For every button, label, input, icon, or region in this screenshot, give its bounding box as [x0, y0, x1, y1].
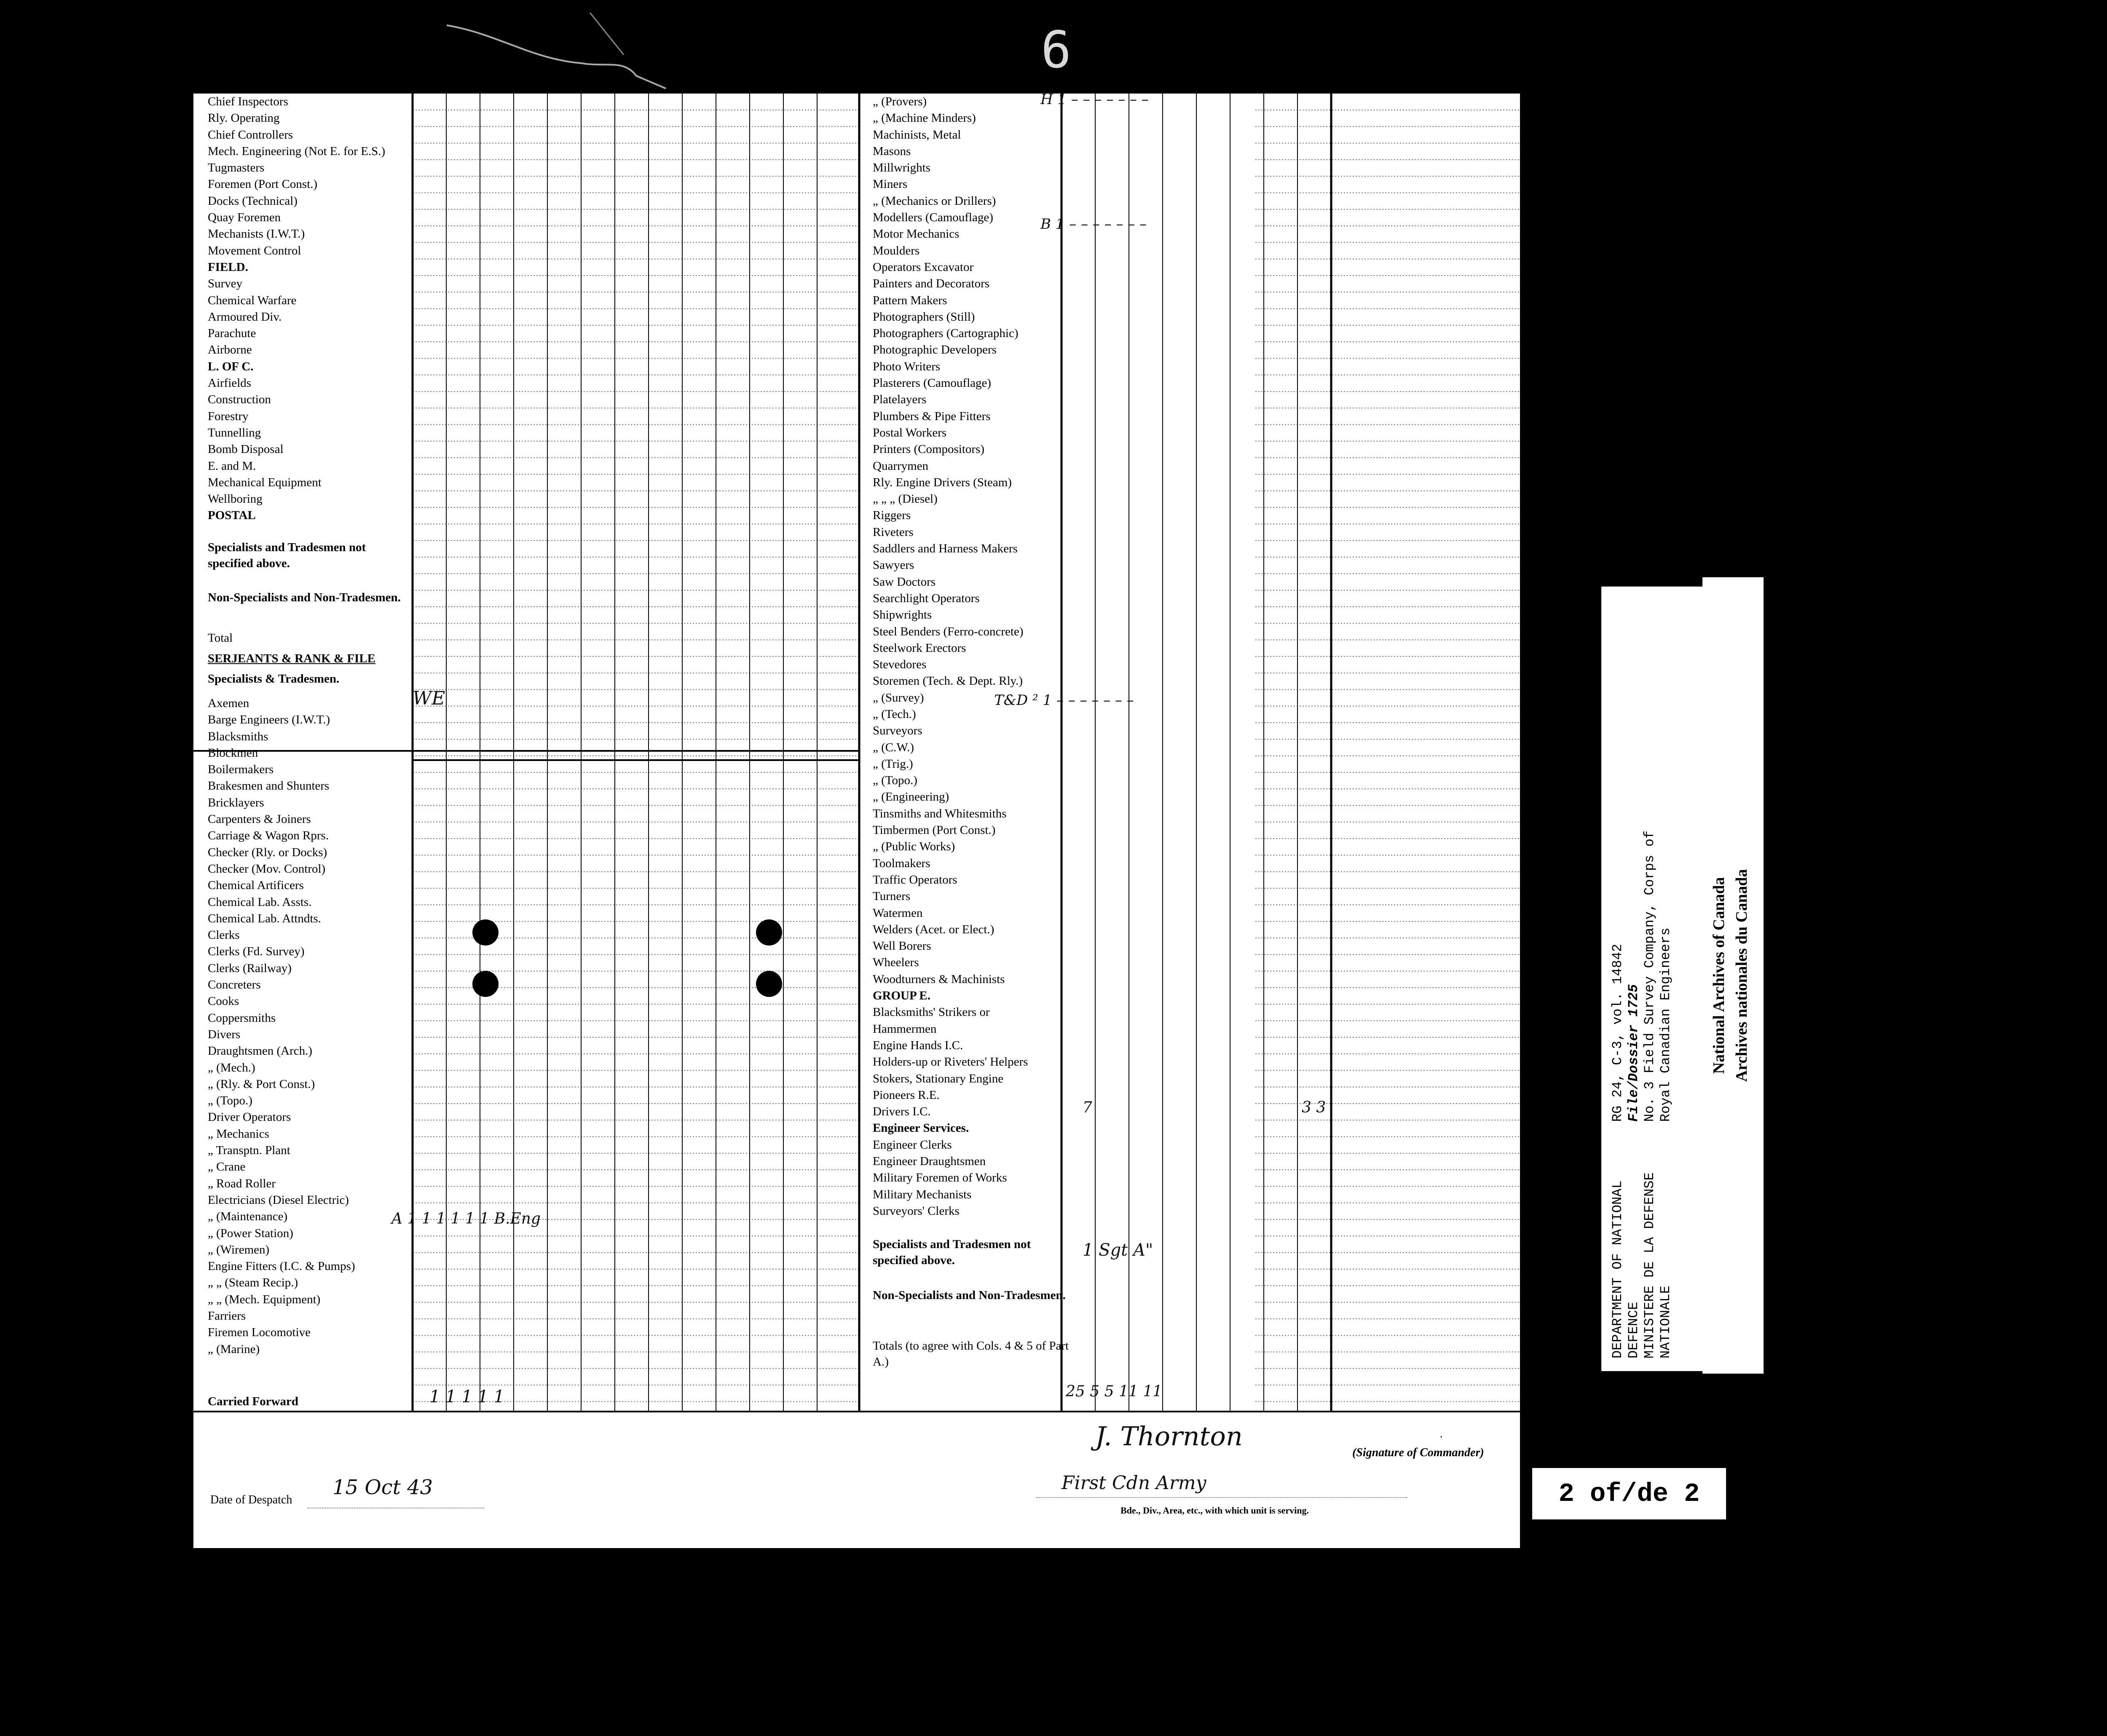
trade-label: Plumbers & Pipe Fitters	[873, 409, 991, 423]
trade-label: „ (Tech.)	[873, 707, 916, 721]
trade-label: Forestry	[208, 409, 249, 423]
trade-label: Brakesmen and Shunters	[208, 779, 330, 793]
trade-label: Foremen (Port Const.)	[208, 177, 318, 191]
trade-label: Military Foremen of Works	[873, 1171, 1007, 1185]
trade-label: Masons	[873, 144, 911, 158]
non-specialists-label: Non-Specialists and Non-Tradesmen.	[208, 590, 401, 604]
left-officer-labels	[208, 94, 406, 524]
trade-label: Modellers (Camouflage)	[873, 211, 993, 225]
trade-label: „ (Power Station)	[208, 1226, 293, 1240]
trade-label: Engine Fitters (I.C. & Pumps)	[208, 1259, 355, 1273]
page-tag: 2 of/de 2	[1532, 1468, 1726, 1519]
trade-label: Toolmakers	[873, 856, 930, 870]
trade-label: Military Mechanists	[873, 1187, 972, 1201]
right-summary-block	[873, 1236, 1071, 1371]
right-trade-labels	[873, 94, 1071, 1219]
punch-hole	[756, 919, 782, 946]
trade-label: Welders (Acet. or Elect.)	[873, 922, 995, 936]
trade-label: Traffic Operators	[873, 873, 957, 887]
trade-label: Carriage & Wagon Rprs.	[208, 829, 329, 843]
trade-label: „ Transptn. Plant	[208, 1144, 290, 1157]
specialists-header: Specialists & Tradesmen.	[208, 672, 340, 686]
trade-label: Plasterers (Camouflage)	[873, 376, 992, 390]
trade-label: Surveyors' Clerks	[873, 1204, 960, 1218]
trade-label: „ (Survey)	[873, 691, 924, 705]
trade-label: Clerks (Fd. Survey)	[208, 945, 305, 959]
trade-label: „ „ (Steam Recip.)	[208, 1276, 298, 1290]
trade-label: Pattern Makers	[873, 293, 947, 307]
hw-survey: T&D ² 1 – – – – – – –	[994, 692, 1134, 709]
trade-label: Painters and Decorators	[873, 277, 990, 291]
specialists-label: Specialists and Tradesmen not specified above.	[208, 541, 366, 570]
trade-label: Platelayers	[873, 393, 927, 407]
trade-label: Divers	[208, 1027, 241, 1041]
trade-label: Quay Foremen	[208, 211, 281, 225]
trade-label: Construction	[208, 393, 271, 407]
trade-label: FIELD.	[208, 260, 248, 274]
left-summary-block	[208, 539, 406, 687]
ref-line-4: Royal Canadian Engineers	[1658, 927, 1673, 1122]
pencil-scribble	[447, 8, 700, 93]
trade-label: Chief Controllers	[208, 128, 293, 142]
dept-line-1: DEPARTMENT OF NATIONAL	[1610, 1180, 1625, 1358]
trade-label: Docks (Technical)	[208, 194, 298, 208]
archives-name-en: National Archives of Canada	[1710, 877, 1728, 1074]
trade-label: „ (C.W.)	[873, 740, 914, 754]
trade-label: Woodturners & Machinists	[873, 972, 1005, 986]
trade-label: Photographers (Cartographic)	[873, 327, 1019, 340]
date-line	[307, 1507, 484, 1508]
trade-label: „ Mechanics	[208, 1127, 269, 1141]
hw-totals: 25 5 5 11 11	[1066, 1383, 1163, 1400]
trade-label: Airfields	[208, 376, 252, 390]
trade-label: Shipwrights	[873, 608, 932, 622]
hw-electricians: A 1 1 1 1 1 1 B.Eng	[391, 1210, 541, 1227]
date-caption: Date of Despatch	[210, 1493, 292, 1506]
trade-label: L. OF C.	[208, 359, 254, 373]
trade-label: Driver Operators	[208, 1110, 291, 1124]
trade-label: Hammermen	[873, 1022, 937, 1036]
hw-signature: J. Thornton	[1095, 1421, 1243, 1452]
left-trade-labels	[208, 695, 406, 1358]
trade-label: Miners	[873, 177, 908, 191]
trade-label: Steelwork Erectors	[873, 641, 966, 655]
trade-label: Riveters	[873, 525, 914, 539]
archive-reference-card	[1601, 587, 1702, 1371]
trade-label: Quarrymen	[873, 459, 929, 473]
trade-label: Saw Doctors	[873, 575, 936, 589]
trade-label: „ Crane	[208, 1160, 246, 1174]
trade-label: Engineer Services.	[873, 1121, 969, 1135]
dept-line-4: NATIONALE	[1658, 1286, 1673, 1358]
serjeants-header: SERJEANTS & RANK & FILE	[208, 652, 375, 666]
trade-label: Tunnelling	[208, 426, 261, 439]
trade-label: Chemical Artificers	[208, 879, 304, 892]
trade-label: Riggers	[873, 509, 911, 522]
trade-label: Sawyers	[873, 558, 914, 572]
trade-label: Firemen Locomotive	[208, 1326, 311, 1340]
trade-label: Printers (Compositors)	[873, 442, 985, 456]
trade-label: Clerks	[208, 928, 240, 942]
right-non-specialists-label: Non-Specialists and Non-Tradesmen.	[873, 1288, 1066, 1302]
trade-label: „ (Public Works)	[873, 840, 955, 854]
trade-label: Airborne	[208, 343, 252, 357]
hw-drivers-ic: 7	[1083, 1099, 1092, 1116]
trade-label: Coppersmiths	[208, 1011, 276, 1025]
trade-label: Clerks (Railway)	[208, 961, 292, 975]
hw-machine-minders: H 1 – – – – – – –	[1040, 94, 1149, 108]
trade-label: Turners	[873, 889, 911, 903]
dept-line-3: MINISTERE DE LA DEFENSE	[1642, 1172, 1657, 1358]
trade-label: Postal Workers	[873, 426, 947, 439]
signature-caption: (Signature of Commander)	[1352, 1446, 1484, 1459]
trade-label: Blockmen	[208, 746, 258, 760]
archives-name-text	[1702, 577, 1764, 1374]
trade-label: Draughtsmen (Arch.)	[208, 1044, 313, 1058]
trade-label: Armoured Div.	[208, 310, 282, 324]
punch-hole	[472, 919, 499, 946]
totals-label: Totals (to agree with Cols. 4 & 5 of Part A.)	[873, 1339, 1069, 1369]
trade-label: Operators Excavator	[873, 260, 974, 274]
trade-label: Chief Inspectors	[208, 95, 288, 108]
form-sheet	[193, 94, 1520, 1548]
trade-label: Stevedores	[873, 658, 927, 672]
trade-label: Survey	[208, 277, 243, 291]
trade-label: Boilermakers	[208, 763, 274, 777]
trade-label: „ (Marine)	[208, 1342, 260, 1356]
trade-label: „ (Machine Minders)	[873, 111, 976, 125]
trade-label: „ (Maintenance)	[208, 1210, 288, 1224]
trade-label: Photographers (Still)	[873, 310, 975, 324]
footer-divider	[193, 1411, 1520, 1412]
trade-label: Carpenters & Joiners	[208, 812, 311, 826]
trade-label: Timbermen (Port Const.)	[873, 823, 996, 837]
trade-label: Chemical Lab. Assts.	[208, 895, 312, 909]
trade-label: „ „ „ (Diesel)	[873, 492, 938, 506]
right-specialists-label: Specialists and Tradesmen not specified above.	[873, 1238, 1031, 1267]
total-label: Total	[208, 631, 233, 645]
trade-label: Watermen	[873, 906, 923, 920]
trade-label: „ (Trig.)	[873, 757, 913, 771]
trade-label: Steel Benders (Ferro-concrete)	[873, 624, 1024, 638]
trade-label: GROUP E.	[873, 989, 930, 1003]
trade-label: Pioneers R.E.	[873, 1088, 940, 1102]
trade-label: Mechanists (I.W.T.)	[208, 227, 305, 241]
page-number-mark: 6	[1041, 21, 1072, 80]
trade-label: „ (Mechanics or Drillers)	[873, 194, 996, 208]
trade-label: Photographic Developers	[873, 343, 997, 357]
trade-label: „ „ (Mech. Equipment)	[208, 1292, 321, 1306]
carried-forward-label: Carried Forward	[208, 1395, 299, 1408]
trade-label: POSTAL	[208, 509, 256, 522]
ref-line-1: RG 24, C-3, vol. 14842	[1610, 943, 1625, 1122]
trade-label: „ (Mech.)	[208, 1061, 255, 1074]
hw-drivers-ic-right: 3 3	[1302, 1099, 1326, 1116]
formation-line	[1036, 1497, 1407, 1498]
archives-name-card	[1702, 577, 1764, 1374]
hw-motor-mechanics: B 1 – – – – – – –	[1040, 216, 1147, 233]
punch-hole	[756, 971, 782, 997]
trade-label: Checker (Mov. Control)	[208, 862, 326, 876]
trade-label: Rly. Operating	[208, 111, 280, 125]
trade-label: „ (Engineering)	[873, 790, 949, 804]
trade-label: Holders-up or Riveters' Helpers	[873, 1055, 1028, 1069]
trade-label: Concreters	[208, 978, 261, 992]
trade-label: Parachute	[208, 327, 256, 340]
trade-label: Engine Hands I.C.	[873, 1038, 963, 1052]
trade-label: Farriers	[208, 1309, 246, 1323]
trade-label: Storemen (Tech. & Dept. Rly.)	[873, 674, 1023, 688]
trade-label: Engineer Clerks	[873, 1138, 952, 1152]
trade-label: Millwrights	[873, 161, 930, 175]
hw-formation: First Cdn Army	[1062, 1472, 1206, 1494]
trade-label: „ (Wiremen)	[208, 1243, 270, 1256]
trade-label: Moulders	[873, 244, 920, 257]
trade-label: Stokers, Stationary Engine	[873, 1072, 1004, 1085]
trade-label: Wellboring	[208, 492, 263, 506]
trade-label: Bricklayers	[208, 796, 264, 809]
trade-label: Chemical Warfare	[208, 293, 297, 307]
trade-label: Blacksmiths' Strikers or	[873, 1005, 990, 1019]
trade-label: Engineer Draughtsmen	[873, 1155, 986, 1168]
trade-label: Tinsmiths and Whitesmiths	[873, 806, 1007, 820]
trade-label: Tugmasters	[208, 161, 265, 175]
hw-carried-forward: 1 1 1 1 1	[429, 1387, 505, 1406]
trade-label: Saddlers and Harness Makers	[873, 542, 1018, 556]
trade-label: Searchlight Operators	[873, 591, 980, 605]
trade-label: Mech. Engineering (Not E. for E.S.)	[208, 144, 386, 158]
hw-specialists-right: 1 Sgt A"	[1083, 1240, 1153, 1260]
trade-label: Well Borers	[873, 939, 931, 953]
sig-line-dummy	[1441, 1436, 1442, 1438]
trade-label: „ (Topo.)	[208, 1094, 252, 1108]
trade-label: Axemen	[208, 697, 249, 710]
trade-label: Photo Writers	[873, 359, 941, 373]
trade-label: E. and M.	[208, 459, 256, 473]
trade-label: Machinists, Metal	[873, 128, 961, 142]
trade-label: Wheelers	[873, 956, 919, 970]
trade-label: Blacksmiths	[208, 729, 268, 743]
archives-name-fr: Archives nationales du Canada	[1733, 869, 1750, 1082]
trade-label: Cooks	[208, 994, 239, 1008]
punch-hole	[472, 971, 499, 997]
trade-label: Electricians (Diesel Electric)	[208, 1193, 349, 1207]
hw-date: 15 Oct 43	[332, 1476, 433, 1499]
formation-caption: Bde., Div., Area, etc., with which unit is serving.	[1121, 1505, 1309, 1516]
trade-label: Movement Control	[208, 244, 301, 257]
ref-line-3: No. 3 Field Survey Company, Corps of	[1642, 830, 1657, 1122]
trade-label: Rly. Engine Drivers (Steam)	[873, 475, 1012, 489]
trade-label: Motor Mechanics	[873, 227, 960, 241]
trade-label: Surveyors	[873, 724, 922, 738]
trade-label: Mechanical Equipment	[208, 475, 322, 489]
trade-label: Barge Engineers (I.W.T.)	[208, 713, 330, 727]
trade-label: „ (Provers)	[873, 95, 927, 108]
trade-label: Drivers I.C.	[873, 1105, 931, 1119]
trade-label: „ (Rly. & Port Const.)	[208, 1077, 315, 1091]
hw-we: WE	[413, 688, 445, 709]
ref-line-2: File/Dossier 1725	[1626, 984, 1641, 1122]
trade-label: Bomb Disposal	[208, 442, 284, 456]
dept-line-2: DEFENCE	[1626, 1302, 1641, 1358]
trade-label: Chemical Lab. Attndts.	[208, 911, 322, 925]
trade-label: „ Road Roller	[208, 1176, 276, 1190]
trade-label: „ (Topo.)	[873, 774, 917, 788]
trade-label: Checker (Rly. or Docks)	[208, 845, 327, 859]
archive-reference-text	[1601, 587, 1702, 1371]
